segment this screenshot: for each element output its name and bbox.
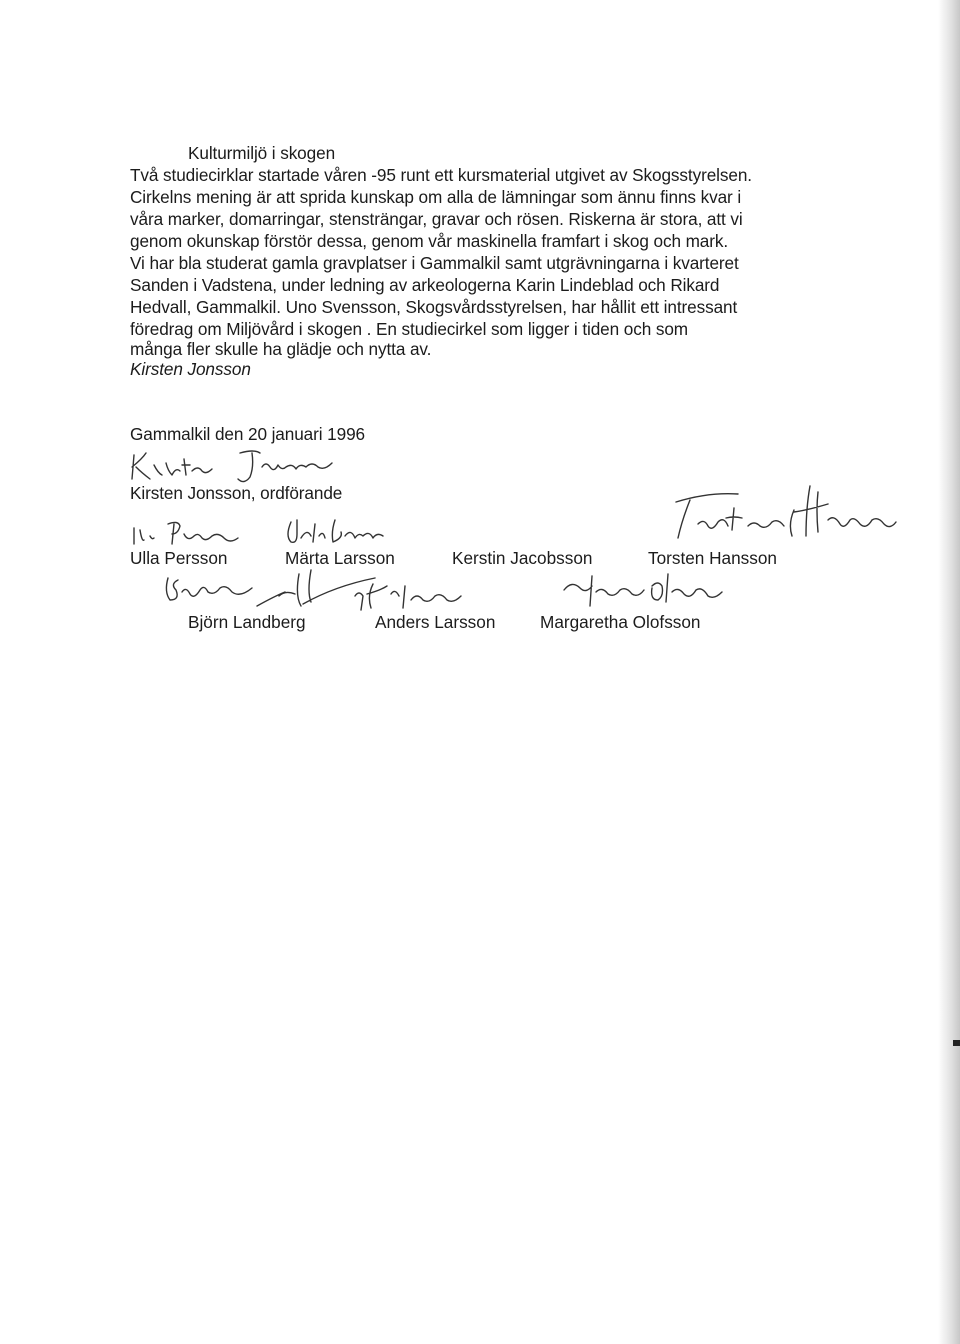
scan-edge-mark xyxy=(953,1040,960,1046)
body-line: genom okunskap förstör dessa, genom vår maskinella framfart i skog och mark. xyxy=(130,231,729,251)
body-line: Hedvall, Gammalkil. Uno Svensson, Skogsvårdsstyrelsen, har hållit ett intressant xyxy=(130,297,738,317)
body-line: Två studiecirklar startade våren -95 runt ett kursmaterial utgivet av Skogsstyrelsen. xyxy=(130,165,752,185)
signatory-name: Märta Larsson xyxy=(285,548,395,568)
scan-edge-shadow xyxy=(938,0,960,1344)
signature-margaretha-olofsson xyxy=(560,566,730,612)
body-line: många fler skulle ha glädje och nytta av. xyxy=(130,339,432,359)
body-line: våra marker, domarringar, stensträngar, gravar och rösen. Riskerna är stora, att vi xyxy=(130,209,743,229)
signatory-name: Kerstin Jacobsson xyxy=(452,548,593,568)
signature-marta-larsson xyxy=(283,514,403,548)
signatory-name: Björn Landberg xyxy=(188,612,306,632)
signatory-name: Anders Larsson xyxy=(375,612,496,632)
author-line: Kirsten Jonsson xyxy=(130,359,251,379)
body-line: Sanden i Vadstena, under ledning av arkeologerna Karin Lindeblad och Rikard xyxy=(130,275,720,295)
signature-ulla-persson xyxy=(128,516,268,550)
signature-bjorn-landberg xyxy=(158,570,266,610)
signatory-name: Margaretha Olofsson xyxy=(540,612,701,632)
body-line: Cirkelns mening är att sprida kunskap om alla de lämningar som ännu finns kvar i xyxy=(130,187,742,207)
body-line: föredrag om Miljövård i skogen . En studiecirkel som ligger i tiden och som xyxy=(130,319,689,339)
signatory-name: Torsten Hansson xyxy=(648,548,777,568)
signature-anders-larsson xyxy=(255,566,555,616)
signature-torsten-hansson xyxy=(668,480,900,546)
chair-name-role: Kirsten Jonsson, ordförande xyxy=(130,483,343,503)
signatory-name: Ulla Persson xyxy=(130,548,228,568)
document-title: Kulturmiljö i skogen xyxy=(188,143,336,163)
place-date: Gammalkil den 20 januari 1996 xyxy=(130,424,365,444)
body-line: Vi har bla studerat gamla gravplatser i Gammalkil samt utgrävningarna i kvarteret xyxy=(130,253,739,273)
